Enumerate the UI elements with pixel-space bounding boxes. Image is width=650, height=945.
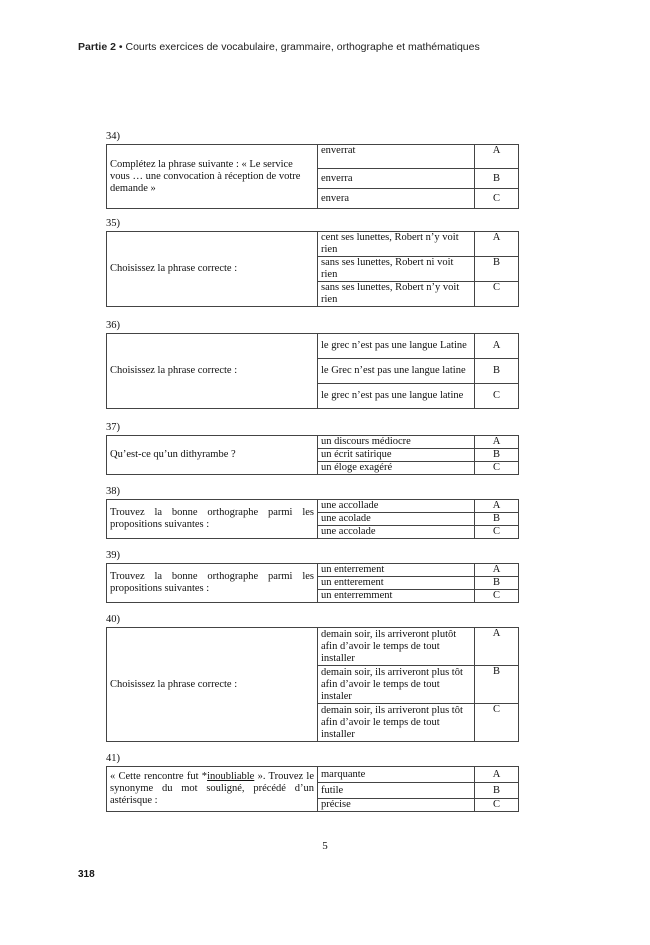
- option-row: [107, 628, 519, 666]
- option-letter: B: [475, 783, 519, 799]
- header-title: Courts exercices de vocabulaire, grammaire, orthographe et mathématiques: [125, 41, 480, 53]
- prompt-text-before: « Cette rencontre fut *: [110, 771, 208, 782]
- question-table: [106, 499, 519, 539]
- underlined-word: inoubliable: [207, 771, 255, 782]
- question-number: 38): [106, 486, 120, 497]
- option-letter: B: [475, 359, 519, 384]
- option-letter: B: [475, 513, 519, 526]
- question-prompt: Choisissez la phrase correcte :: [107, 334, 318, 409]
- question-table: [106, 144, 519, 209]
- option-text: une accolade: [318, 526, 475, 539]
- option-text: demain soir, ils arriveront plutôt afin d’avoir le temps de tout installer: [318, 628, 475, 666]
- option-letter: A: [475, 232, 519, 257]
- option-text: le grec n’est pas une langue latine: [318, 384, 475, 409]
- question-39: [106, 550, 519, 603]
- question-36: [106, 320, 519, 409]
- option-row: [107, 564, 519, 577]
- question-number: 41): [106, 753, 120, 764]
- question-table: [106, 563, 519, 603]
- option-row: [107, 145, 519, 169]
- question-prompt: Complétez la phrase suivante : « Le service vous … une convocation à réception de votre demande »: [107, 145, 318, 209]
- question-35: [106, 218, 519, 307]
- option-text: futile: [318, 783, 475, 799]
- option-text: marquante: [318, 767, 475, 783]
- question-number: 35): [106, 218, 120, 229]
- option-text: enverrat: [318, 145, 475, 169]
- question-40: [106, 614, 519, 742]
- question-table: [106, 333, 519, 409]
- option-letter: B: [475, 666, 519, 704]
- question-table: [106, 766, 519, 812]
- question-41: [106, 753, 519, 812]
- option-letter: B: [475, 577, 519, 590]
- option-text: enverra: [318, 169, 475, 189]
- option-letter: A: [475, 145, 519, 169]
- option-letter: A: [475, 436, 519, 449]
- option-letter: A: [475, 334, 519, 359]
- option-letter: C: [475, 799, 519, 812]
- question-38: [106, 486, 519, 539]
- option-letter: C: [475, 590, 519, 603]
- question-table: [106, 627, 519, 742]
- option-letter: C: [475, 282, 519, 307]
- prompt-text-after: ». Trouvez le synonyme du mot souligné, précédé d’un astérisque :: [110, 771, 315, 806]
- option-letter: B: [475, 449, 519, 462]
- page-number: 5: [322, 840, 328, 852]
- option-text: cent ses lunettes, Robert n’y voit rien: [318, 232, 475, 257]
- question-prompt: Choisissez la phrase correcte :: [107, 628, 318, 742]
- option-text: un écrit satirique: [318, 449, 475, 462]
- question-number: 34): [106, 131, 120, 142]
- option-text: demain soir, ils arriveront plus tôt afin d’avoir le temps de tout installer: [318, 704, 475, 742]
- option-letter: C: [475, 704, 519, 742]
- question-prompt: [107, 767, 318, 812]
- option-text: un discours médiocre: [318, 436, 475, 449]
- option-letter: B: [475, 169, 519, 189]
- question-prompt: Trouvez la bonne orthographe parmi les propositions suivantes :: [107, 564, 318, 603]
- option-text: un enterrement: [318, 564, 475, 577]
- option-text: un enterremment: [318, 590, 475, 603]
- question-34: [106, 131, 519, 209]
- option-row: [107, 334, 519, 359]
- option-row: [107, 500, 519, 513]
- header-bullet: •: [118, 41, 123, 53]
- option-text: le grec n’est pas une langue Latine: [318, 334, 475, 359]
- option-text: une accollade: [318, 500, 475, 513]
- question-number: 37): [106, 422, 120, 433]
- question-37: [106, 422, 519, 475]
- option-letter: B: [475, 257, 519, 282]
- question-number: 40): [106, 614, 120, 625]
- option-letter: A: [475, 628, 519, 666]
- option-text: le Grec n’est pas une langue latine: [318, 359, 475, 384]
- option-text: sans ses lunettes, Robert n’y voit rien: [318, 282, 475, 307]
- option-text: une acolade: [318, 513, 475, 526]
- question-prompt: Qu’est-ce qu’un dithyrambe ?: [107, 436, 318, 475]
- option-letter: C: [475, 384, 519, 409]
- option-text: envera: [318, 189, 475, 209]
- question-prompt: Choisissez la phrase correcte :: [107, 232, 318, 307]
- option-letter: C: [475, 462, 519, 475]
- question-table: [106, 435, 519, 475]
- running-header: [78, 41, 480, 53]
- question-prompt: Trouvez la bonne orthographe parmi les propositions suivantes :: [107, 500, 318, 539]
- option-letter: C: [475, 526, 519, 539]
- option-letter: A: [475, 564, 519, 577]
- option-text: un entterement: [318, 577, 475, 590]
- option-letter: C: [475, 189, 519, 209]
- option-letter: A: [475, 500, 519, 513]
- option-row: [107, 232, 519, 257]
- option-text: précise: [318, 799, 475, 812]
- option-text: sans ses lunettes, Robert ni voit rien: [318, 257, 475, 282]
- option-row: [107, 436, 519, 449]
- option-text: demain soir, ils arriveront plus tôt afin d’avoir le temps de tout instaler: [318, 666, 475, 704]
- option-row: [107, 767, 519, 783]
- question-number: 39): [106, 550, 120, 561]
- option-letter: A: [475, 767, 519, 783]
- option-text: un éloge exagéré: [318, 462, 475, 475]
- header-part: Partie 2: [78, 41, 116, 53]
- book-page-number: 318: [78, 869, 95, 880]
- question-table: [106, 231, 519, 307]
- question-number: 36): [106, 320, 120, 331]
